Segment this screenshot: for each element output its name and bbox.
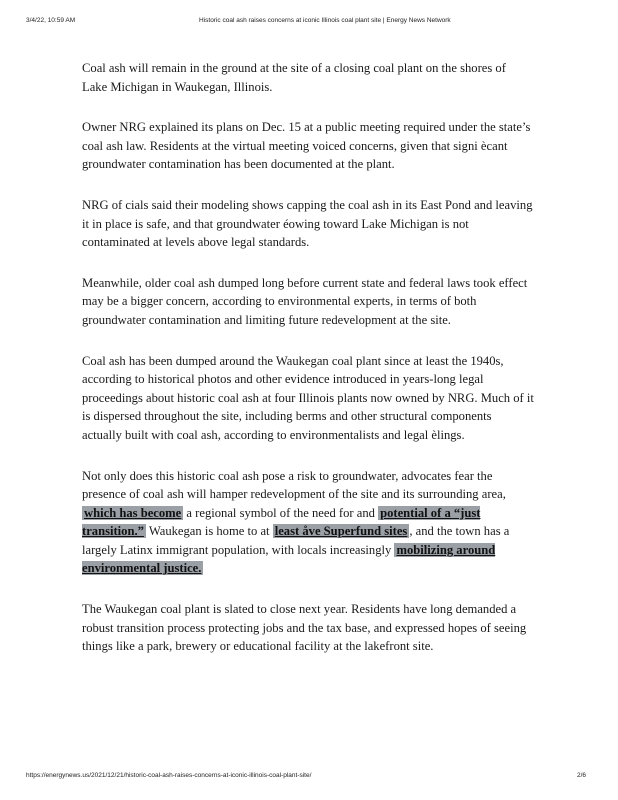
article-paragraph-7: The Waukegan coal plant is slated to close next year. Residents have long demanded a robust transition process protecting jobs and the tax base, and expressed hopes of seeing things like a park, brewery or educational facility at the lakefront site. <box>82 602 527 654</box>
paragraph-6-text-d: , and the town has a largely Latinx immigrant population, with locals increasingly <box>82 524 510 557</box>
article-paragraph-5: Coal ash has been dumped around the Waukegan coal plant since at least the 1940s, according to historical photos and other evidence introduced in years-long legal proceedings about historic coal ash at four Illinois plants now owned by NRG. Much of it is dispersed throughout the site, including berms and other structural components actually built with coal ash, according to environmentalists and legal èlings. <box>82 353 534 442</box>
article-paragraph-3: NRG of cials said their modeling shows capping the coal ash in its East Pond and leaving it in place is safe, and that groundwater éowing toward Lake Michigan is not contaminated at levels above legal standards. <box>82 197 533 250</box>
article-paragraph-4: Meanwhile, older coal ash dumped long before current state and federal laws took effect may be a bigger concern, according to environmental experts, in terms of both groundwater contamination and limiting future redevelopment at the site. <box>82 275 528 327</box>
paragraph-6-text-b: a regional symbol of the need for and <box>186 505 375 520</box>
paragraph-6-text-c: Waukegan is home to at <box>148 524 270 539</box>
print-page-title: Historic coal ash raises concerns at iconic Illinois coal plant site | Energy News Network <box>199 17 451 24</box>
paragraph-6-text-a: Not only does this historic coal ash pose a risk to groundwater, advocates fear the presence of coal ash will hamper redevelopment of the site and its surrounding area, <box>82 468 506 502</box>
link-environmental-justice[interactable]: mobilizing around environmental justice. <box>82 542 496 576</box>
link-which-has-become[interactable]: which has become <box>84 505 182 520</box>
print-page-number: 2/6 <box>577 772 587 779</box>
article-paragraph-2: Owner NRG explained its plans on Dec. 15 at a public meeting required under the state’s coal ash law. Residents at the virtual meeting voiced concerns, given that signi ècant groundwater contamination has been documented at the plant. <box>82 120 531 172</box>
print-url: https://energynews.us/2021/12/21/historic-coal-ash-raises-concerns-at-iconic-illinois-coal-plant-site/ <box>26 772 312 779</box>
article-paragraph-6 <box>82 467 534 579</box>
article-body <box>82 59 534 678</box>
article-paragraph-1: Coal ash will remain in the ground at the site of a closing coal plant on the shores of Lake Michigan in Waukegan, Illinois. <box>82 61 506 94</box>
print-datetime: 3/4/22, 10:59 AM <box>26 17 76 24</box>
link-just-transition[interactable]: potential of a “just transition.” <box>82 505 481 539</box>
link-superfund-sites[interactable]: least åve Superfund sites <box>274 524 408 539</box>
